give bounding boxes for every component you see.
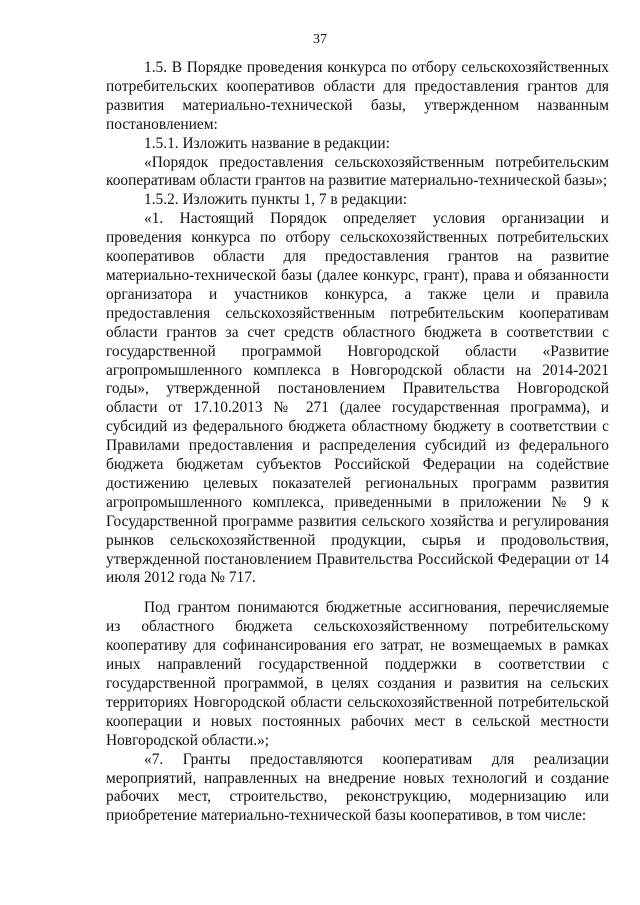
page-number: 37	[313, 32, 327, 47]
paragraph-new-title: «Порядок предоставления сельскохозяйственным потребительским кооперативам области грантов на развитие материально-технической базы»;	[106, 153, 609, 190]
paragraph-point-1: «1. Настоящий Порядок определяет условия организации и проведения конкурса по отбору сельскохозяйственных потребительских кооперативов области для предоставления грантов на развитие материально-технической базы (далее конкурс, грант), права и обязанности организатора и участников конкурса, а также цели и правила предоставления сельскохозяйственным потребительским кооперативам области грантов за счет средств областного бюджета в соответствии с государственной программой Новгородской области «Развитие агропромышленного комплекса в Новгородской области на 2014-2021 годы», утвержденной постановлением Правительства Новгородской области от 17.10.2013 № 271 (далее государственная программа), и субсидий из федерального бюджета областному бюджету в соответствии с Правилами предоставления и распределения субсидий из федерального бюджета бюджетам субъектов Российской Федерации на содействие достижению целевых показателей региональных программ развития агропромышленного комплекса, приведенными в приложении № 9 к Государственной программе развития сельского хозяйства и регулирования рынков сельскохозяйственной продукции, сырья и продовольствия, утвержденной постановлением Правительства Российской Федерации от 14 июля 2012 года № 717.	[106, 210, 609, 587]
document-body	[106, 59, 609, 826]
paragraph-point-7: «7. Гранты предоставляются кооперативам для реализации мероприятий, направленных на внедрение новых технологий и создание рабочих мест, строительство, реконструкцию, модернизацию или приобретение материально-технической базы кооперативов, в том числе:	[106, 750, 609, 825]
paragraph-1-5: 1.5. В Порядке проведения конкурса по отбору сельскохозяйственных потребительских кооперативов области для предоставления грантов для развития материально-технической базы, утвержденном названным постановлением:	[106, 59, 609, 133]
paragraph-1-5-2: 1.5.2. Изложить пункты 1, 7 в редакции:	[144, 191, 407, 209]
paragraph-1-5-1: 1.5.1. Изложить название в редакции:	[144, 134, 390, 152]
paragraph-grant-definition: Под грантом понимаются бюджетные ассигнования, перечисляемые из областного бюджета сельскохозяйственному потребительскому кооперативу для софинансирования его затрат, не возмещаемых в рамках иных направлений государственной поддержки в соответствии с государственной программой, в целях создания и развития на сельских территориях Новгородской области сельскохозяйственной потребительской кооперации и новых постоянных рабочих мест в сельской местности Новгородской области.»;	[106, 599, 609, 749]
